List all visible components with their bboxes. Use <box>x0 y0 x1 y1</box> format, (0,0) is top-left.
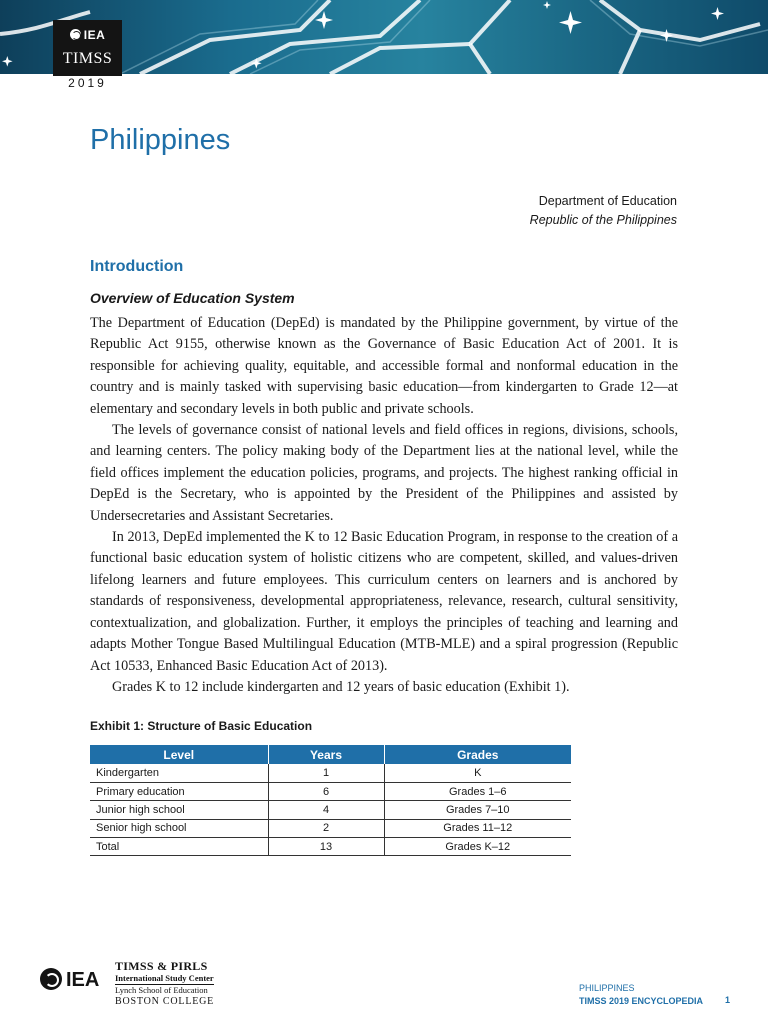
table-row-total <box>90 838 571 856</box>
exhibit-title: Exhibit 1: Structure of Basic Education <box>90 719 313 733</box>
logo-iea <box>53 28 122 42</box>
author-block <box>530 192 677 230</box>
table-cell-grades: Grades K–12 <box>384 838 571 856</box>
table-cell-years: 2 <box>268 819 384 837</box>
timss-logo <box>53 20 122 91</box>
running-footer <box>579 982 703 1008</box>
section-subheading: Overview of Education System <box>90 290 295 306</box>
page-number: 1 <box>725 995 731 1005</box>
table-cell-grades: Grades 7–10 <box>384 801 571 819</box>
table-cell-level: Junior high school <box>90 801 268 819</box>
paragraph: Grades K to 12 include kindergarten and 12 years of basic education (Exhibit 1). <box>112 678 570 695</box>
table-cell-grades: Grades 11–12 <box>384 819 571 837</box>
section-heading: Introduction <box>90 258 184 275</box>
table-cell-years: 13 <box>268 838 384 856</box>
author-org: Department of Education <box>538 194 677 208</box>
footer-iea <box>40 968 99 992</box>
footer-publication: TIMSS 2019 ENCYCLOPEDIA <box>579 996 704 1006</box>
table-cell-level: Primary education <box>90 782 268 800</box>
footer-logo-line: International Study Center <box>115 973 214 983</box>
page-title: Philippines <box>90 124 231 156</box>
table-cell-level: Senior high school <box>90 819 268 837</box>
footer-iea-text: IEA <box>66 969 100 991</box>
paragraph: In 2013, DepEd implemented the K to 12 Basic Education Program, in response to the creation of a functional basic education system of holistic citizens who are competent, skilled, and values-driven lifelong learners and future employees. This curriculum centers on learners and is anchored by standards of responsiveness, developmental appropriateness, relevance, research, cultural sensitivity, contextualization, and globalization. Further, it employs the principles of teaching and learning and adapts Mother Tongue Based Multilingual Education (MTB-MLE) and a spiral progression (Republic Act 10533, Enhanced Basic Education Act of 2013). <box>90 529 678 674</box>
table-row <box>90 764 571 782</box>
table-row <box>90 801 571 819</box>
column-header-years: Years <box>268 745 384 764</box>
table-cell-years: 4 <box>268 801 384 819</box>
footer-logo-text <box>115 960 214 1008</box>
footer-logo-line: BOSTON COLLEGE <box>115 996 215 1007</box>
table-cell-level: Total <box>90 838 268 856</box>
paragraph: The Department of Education (DepEd) is mandated by the Philippine government, by virtue of the Republic Act 9155, otherwise known as the Governance of Basic Education Act of 2001. It is responsible for achieving quality, equitable, and accessible formal and nonformal education in the country and is mainly tasked with supervising basic education—from kindergarten to Grade 12—at elementary and secondary levels in both public and private schools. <box>90 315 678 417</box>
globe-icon <box>40 968 62 990</box>
exhibit-table <box>90 745 571 856</box>
column-header-grades: Grades <box>384 745 571 764</box>
table-cell-level: Kindergarten <box>90 764 268 782</box>
footer-logo <box>40 958 230 1008</box>
author-country: Republic of the Philippines <box>529 213 677 227</box>
logo-year: 2019 <box>53 76 122 91</box>
footer-country: PHILIPPINES <box>579 983 635 993</box>
table-cell-years: 1 <box>268 764 384 782</box>
column-header-level: Level <box>90 745 268 764</box>
table-row <box>90 782 571 800</box>
table-cell-years: 6 <box>268 782 384 800</box>
table-cell-grades: Grades 1–6 <box>384 782 571 800</box>
table-cell-grades: K <box>384 764 571 782</box>
paragraph: The levels of governance consist of national levels and field offices in regions, divisions, schools, and learning centers. The policy making body of the Department lies at the national level, while the field offices implement the education policies, programs, and projects. The highest ranking official in DepEd is the Secretary, who is appointed by the President of the Philippines and assisted by Undersecretaries and Assistant Secretaries. <box>90 422 678 524</box>
footer-logo-line: TIMSS & PIRLS <box>115 959 208 973</box>
table-row <box>90 819 571 837</box>
logo-timss: TIMSS <box>62 50 113 67</box>
footer-logo-line: Lynch School of Education <box>115 984 214 996</box>
logo-iea-text: IEA <box>83 28 106 42</box>
globe-icon <box>70 29 81 40</box>
body-text <box>90 313 678 698</box>
table-header-row <box>90 745 571 764</box>
